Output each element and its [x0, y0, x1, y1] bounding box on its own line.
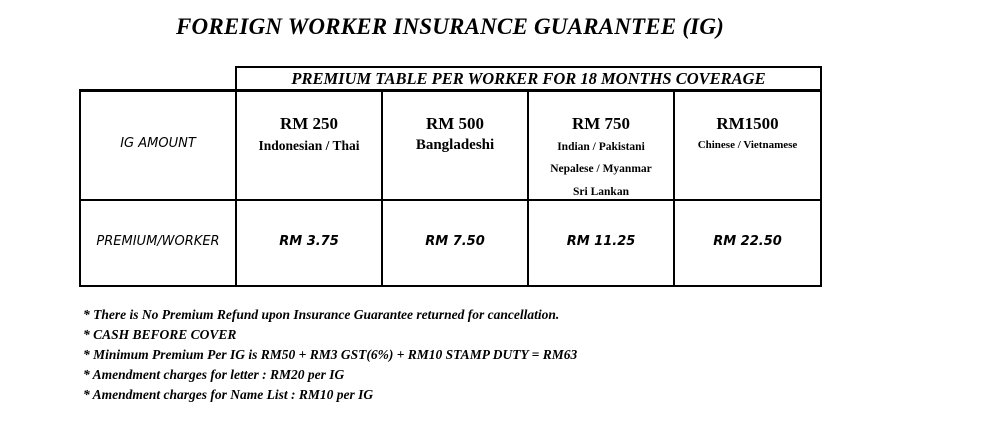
ig-amount-cell [675, 92, 820, 151]
row-divider [81, 199, 820, 201]
premium-table [79, 89, 822, 287]
nationality-text: Indian / Pakistani [557, 141, 645, 153]
premium-value: RM 11.25 [566, 234, 636, 249]
nationality-text: Bangladeshi [415, 137, 495, 153]
nationality-text: Indonesian / Thai [258, 138, 360, 153]
premium-value: RM 22.50 [713, 234, 782, 249]
note-item: * Minimum Premium Per IG is RM50 + RM3 GST(6%) + RM10 STAMP DUTY = RM63 [83, 347, 578, 362]
ig-amount-cell [529, 92, 673, 203]
notes-list [83, 305, 577, 405]
page-title: FOREIGN WORKER INSURANCE GUARANTEE (IG) [175, 14, 724, 39]
note-item: * Amendment charges for Name List : RM10 per IG [83, 387, 374, 402]
note-item: * There is No Premium Refund upon Insurance Guarantee returned for cancellation. [83, 307, 560, 322]
note-item: * CASH BEFORE COVER [83, 327, 237, 342]
table-header: PREMIUM TABLE PER WORKER FOR 18 MONTHS COVERAGE [235, 66, 822, 90]
row-label-premium: PREMIUM/WORKER [96, 234, 220, 249]
ig-amount-cell [383, 92, 527, 154]
ig-amount-value: RM 750 [571, 114, 631, 133]
ig-amount-value: RM 500 [425, 114, 485, 133]
premium-value: RM 7.50 [425, 234, 485, 249]
ig-amount-cell [237, 92, 381, 154]
note-item: * Amendment charges for letter : RM20 per IG [83, 367, 345, 382]
nationality-text: Nepalese / Myanmar [550, 163, 652, 175]
ig-amount-value: RM1500 [716, 114, 779, 133]
row-label-ig-amount: IG AMOUNT [120, 136, 196, 151]
nationality-text: Sri Lankan [573, 186, 629, 198]
ig-amount-value: RM 250 [279, 114, 339, 133]
premium-value: RM 3.75 [279, 234, 339, 249]
nationality-text: Chinese / Vietnamese [697, 139, 798, 151]
